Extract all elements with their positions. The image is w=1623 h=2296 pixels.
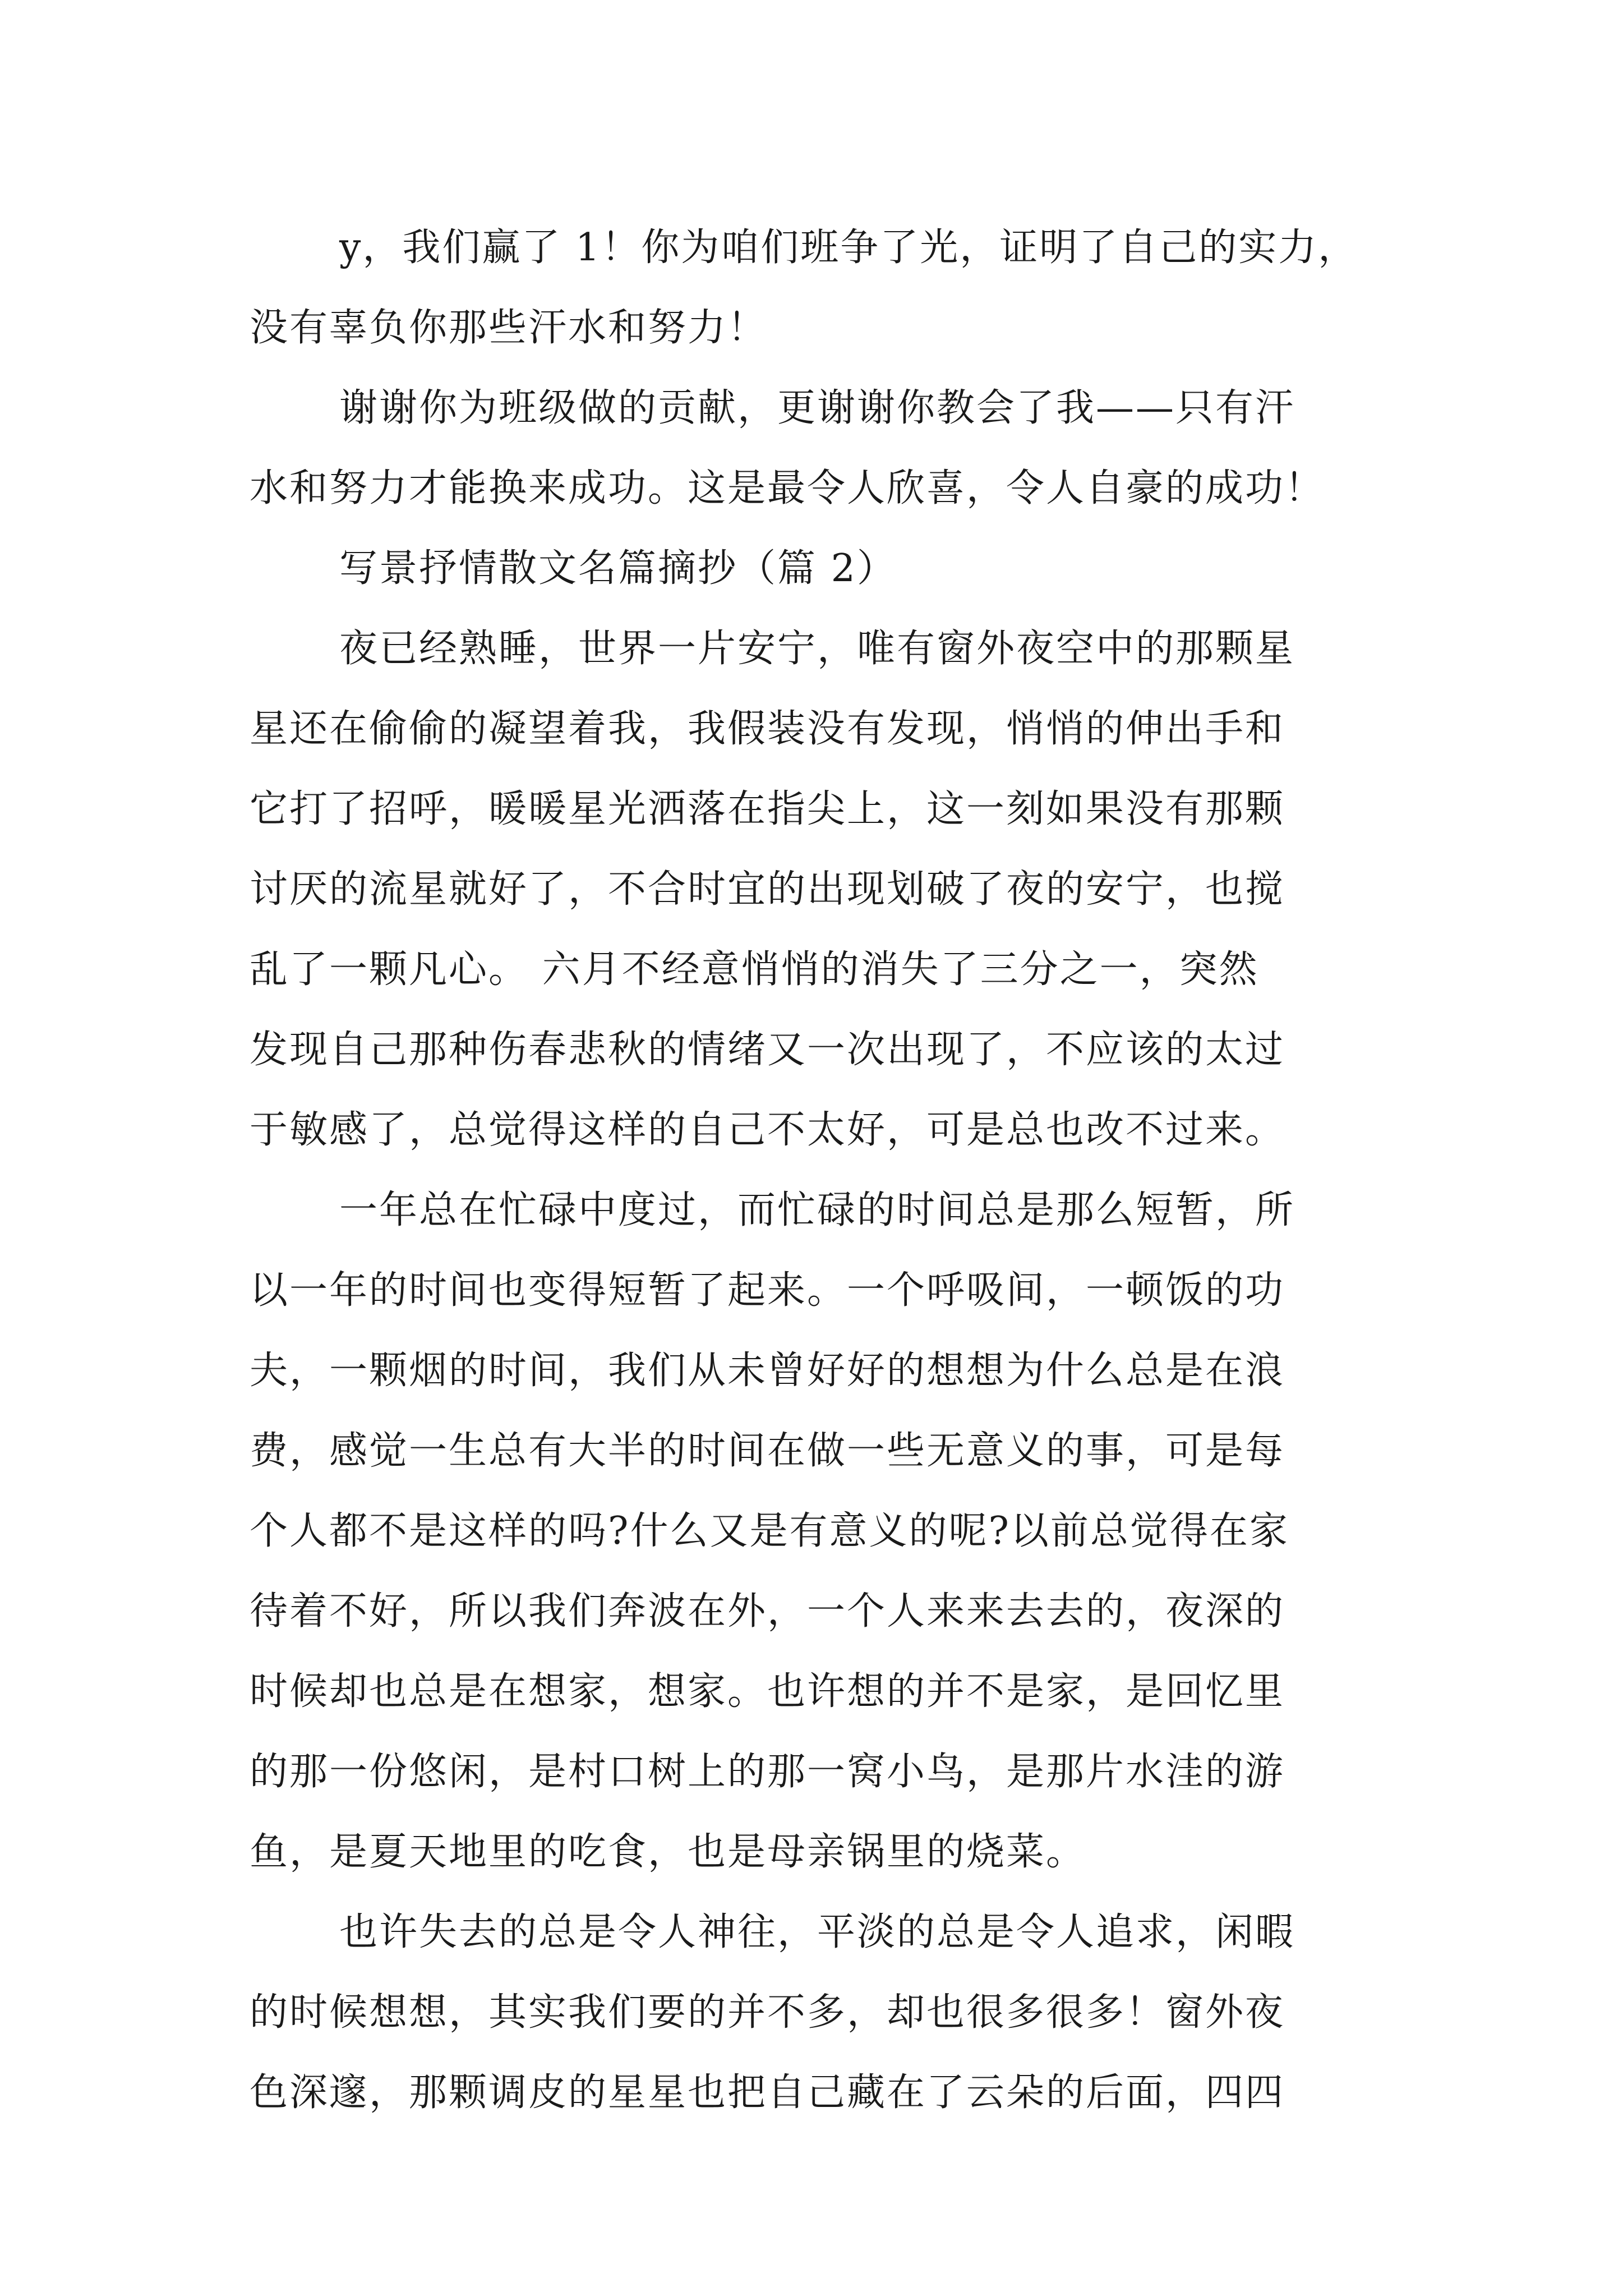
text-line: 也许失去的总是令人神往，平淡的总是令人追求，闲暇 xyxy=(339,1910,1295,1954)
text-line: 个人都不是这样的吗?什么又是有意义的呢?以前总觉得在家 xyxy=(250,1509,1289,1553)
text-line: 色深邃，那颗调皮的星星也把自己藏在了云朵的后面，四四 xyxy=(250,2070,1285,2115)
text-line: y，我们赢了 1！你为咱们班争了光，证明了自己的实力， xyxy=(339,226,1358,270)
text-line: 发现自己那种伤春悲秋的情绪又一次出现了，不应该的太过 xyxy=(250,1028,1285,1072)
text-line: 的时候想想，其实我们要的并不多，却也很多很多！窗外夜 xyxy=(250,1990,1285,2035)
text-line: 以一年的时间也变得短暂了起来。一个呼吸间，一顿饭的功 xyxy=(250,1268,1285,1313)
text-line: 一年总在忙碌中度过，而忙碌的时间总是那么短暂，所 xyxy=(339,1188,1295,1232)
text-line: 乱了一颗凡心。 六月不经意悄悄的消失了三分之一，突然 xyxy=(250,947,1259,992)
text-line: 鱼，是夏天地里的吃食，也是母亲锅里的烧菜。 xyxy=(250,1830,1086,1874)
text-line: 费，感觉一生总有大半的时间在做一些无意义的事，可是每 xyxy=(250,1429,1285,1473)
text-line: 讨厌的流星就好了，不合时宜的出现划破了夜的安宁，也搅 xyxy=(250,867,1285,912)
text-line: 的那一份悠闲，是村口树上的那一窝小鸟，是那片水洼的游 xyxy=(250,1750,1285,1794)
text-line: 它打了招呼，暖暖星光洒落在指尖上，这一刻如果没有那颗 xyxy=(250,787,1285,831)
text-line: 星还在偷偷的凝望着我，我假装没有发现，悄悄的伸出手和 xyxy=(250,707,1285,751)
section-heading: 写景抒情散文名篇摘抄（篇 2） xyxy=(339,546,897,591)
text-line: 没有辜负你那些汗水和努力！ xyxy=(250,306,768,350)
text-line: 待着不好，所以我们奔波在外，一个人来来去去的，夜深的 xyxy=(250,1589,1285,1634)
text-line: 谢谢你为班级做的贡献，更谢谢你教会了我——只有汗 xyxy=(339,386,1295,430)
text-line: 时候却也总是在想家，想家。也许想的并不是家，是回忆里 xyxy=(250,1669,1285,1714)
text-line: 夜已经熟睡，世界一片安宁，唯有窗外夜空中的那颗星 xyxy=(339,627,1295,671)
document-body xyxy=(250,208,1377,2133)
text-line: 夫，一颗烟的时间，我们从未曾好好的想想为什么总是在浪 xyxy=(250,1349,1285,1393)
text-line: 水和努力才能换来成功。这是最令人欣喜，令人自豪的成功！ xyxy=(250,466,1325,510)
text-line: 于敏感了，总觉得这样的自己不太好，可是总也改不过来。 xyxy=(250,1108,1285,1152)
